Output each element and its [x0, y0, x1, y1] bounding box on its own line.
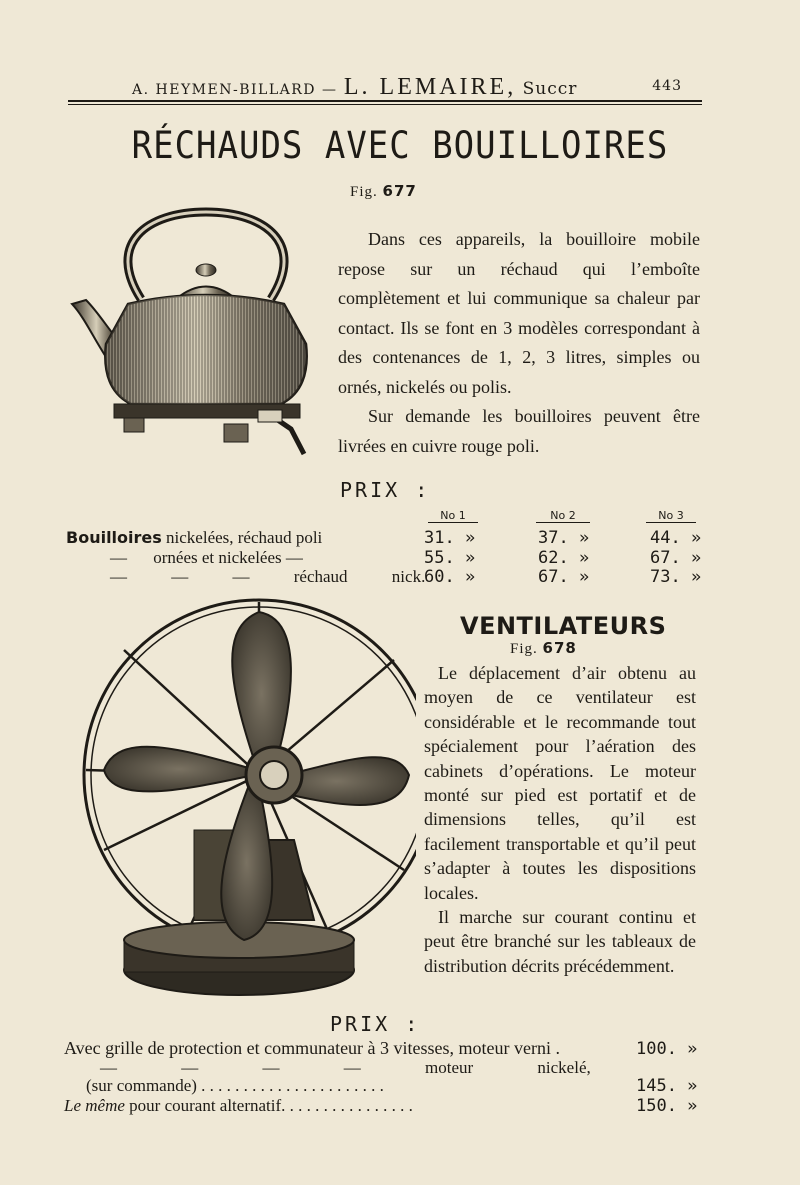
table-row — [110, 567, 425, 587]
price-cell: 67. » — [650, 548, 702, 568]
page-number: 443 — [652, 78, 682, 94]
price-value: 100. » — [636, 1039, 698, 1059]
table-row — [110, 548, 303, 568]
rechauds-description — [338, 225, 700, 461]
price-value: 150. » — [636, 1096, 698, 1116]
header-brand: L. LEMAIRE, — [343, 74, 517, 100]
fig-label: Fig. — [510, 641, 538, 657]
rechauds-paragraph-2: Sur demande les bouilloires peuvent être livrées en cuivre rouge poli. — [338, 406, 700, 456]
price-line: (sur commande) . . . . . . . . . . . . . . . . . . . . . . — [86, 1076, 384, 1095]
price-line-text: pour courant alternatif. . . . . . . . . . . . . . . . — [129, 1096, 413, 1115]
ventilateurs-paragraph-1: Le déplacement d’air obtenu au moyen de ce ventilateur est considérable et le recommande tout spécialement pour l’aération des cabinets d’opérations. Le moteur monté sur pied est portatif et de dimensions telles, qu’il est facilement transportable et qu’il peut s’adapter à toutes les dispositions locales. — [424, 663, 696, 903]
price-cell: 73. » — [650, 567, 702, 587]
row-label-bold: — — [110, 548, 127, 567]
header-rule-thick — [68, 100, 702, 102]
price-line: — — — — moteur nickelé, — [100, 1058, 591, 1077]
header-succ: Succr — [522, 79, 578, 99]
running-header — [132, 74, 692, 100]
section-title-ventilateurs: VENTILATEURS — [460, 612, 667, 640]
header-prefix: A. HEYMEN-BILLARD — — [132, 82, 338, 98]
column-header-no1: No 1 — [428, 509, 478, 523]
row-label: — — réchaud nick. — [171, 567, 426, 586]
section-title-rechauds: RÉCHAUDS AVEC BOUILLOIRES — [131, 124, 669, 168]
fig-number: 678 — [542, 639, 577, 657]
ventilateurs-paragraph-2: Il marche sur courant continu et peut être branché sur les tableaux de distribution décrits précédemment. — [424, 907, 696, 976]
price-line — [64, 1096, 413, 1116]
price-cell: 37. » — [538, 528, 590, 548]
column-header-no3: No 3 — [646, 509, 696, 523]
header-rule-thin — [68, 104, 702, 105]
row-label-bold: Bouilloires — [66, 528, 162, 547]
prix-heading-2: PRIX : — [330, 1012, 421, 1036]
figure-label-678 — [510, 639, 577, 658]
rechauds-paragraph-1: Dans ces appareils, la bouilloire mobile repose sur un réchaud qui l’emboîte complètement et lui communique sa chaleur par contact. Ils se font en 3 modèles correspondant à des contenances de 1, 2, 3 litres, simples ou ornés, nickelés ou polis. — [338, 229, 700, 397]
kettle-illustration — [66, 204, 316, 460]
price-cell: 62. » — [538, 548, 590, 568]
price-cell: 44. » — [650, 528, 702, 548]
fig-number: 677 — [382, 182, 417, 200]
row-label: nickelées, réchaud poli — [166, 528, 323, 547]
price-cell: 55. » — [424, 548, 476, 568]
column-header-no2: No 2 — [536, 509, 590, 523]
fan-illustration — [64, 590, 416, 1010]
prix-heading-1: PRIX : — [340, 478, 431, 502]
table-row — [66, 528, 322, 548]
price-line: Avec grille de protection et communateur à 3 vitesses, moteur verni . — [64, 1038, 561, 1058]
price-cell: 67. » — [538, 567, 590, 587]
figure-label-677 — [350, 182, 417, 201]
row-label: ornées et nickelées — — [153, 548, 303, 567]
ventilateurs-description — [424, 661, 696, 978]
row-label-bold: — — [110, 567, 127, 586]
price-value: 145. » — [636, 1076, 698, 1096]
price-cell: 60. » — [424, 567, 476, 587]
fig-label: Fig. — [350, 184, 378, 200]
price-cell: 31. » — [424, 528, 476, 548]
price-line-italic: Le même — [64, 1096, 125, 1115]
